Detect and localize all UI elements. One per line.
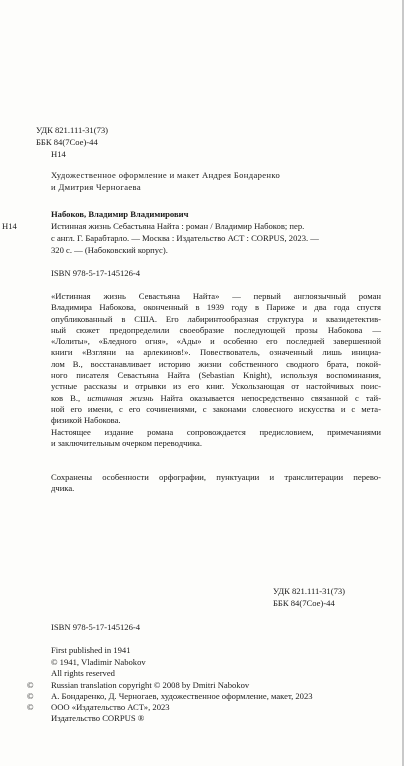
- annotation-line: «Истинная жизнь Севастьяна Найта» — первый англоязычный роман: [51, 291, 381, 301]
- bbk-code-right: ББК 84(7Сое)-44: [273, 598, 335, 608]
- copyright-line: [0, 702, 404, 713]
- copyright-lines: [0, 657, 404, 725]
- copyright-line: [0, 680, 404, 691]
- udk-code: УДК 821.111-31(73): [36, 125, 109, 135]
- first-published: First published in 1941: [51, 645, 131, 655]
- annotation-line: ный сюжет предопределили своеобразие последующей прозы Набокова —: [51, 324, 381, 335]
- copyright-line: [0, 668, 404, 679]
- annotation-line: «Лолиты», «Бледного огня», «Ады» и особенно его последней завершенной: [51, 336, 381, 347]
- annotation: [51, 291, 381, 449]
- design-credit-line-2: и Дмитрия Черногаева: [51, 182, 142, 192]
- annotation-line: устные рассказы и отрывки из его книг. Ускользающая от настойчивых поис-: [51, 381, 381, 392]
- bibliography-line-1: Истинная жизнь Себастьяна Найта : роман / Владимир Набоков; пер.: [51, 221, 305, 231]
- bibliography-author: Набоков, Владимир Владимирович: [51, 209, 189, 219]
- annotation-line: лом В., восстанавливает историю жизни собственного сводного брата, покой-: [51, 358, 381, 369]
- annotation-line: Владимира Набокова, оконченный в 1939 году в Париже и два года спустя: [51, 302, 381, 313]
- copyright-line: [0, 691, 404, 702]
- copyright-line: [0, 713, 404, 724]
- copyright-text: © 1941, Vladimir Nabokov: [51, 657, 146, 667]
- annotation-line: ного писателя Севастьяна Найта (Sebastian Knight), используя воспоминания,: [51, 370, 381, 381]
- copyright-text: Издательство CORPUS ®: [51, 713, 145, 724]
- annotation-line: ной его имени, с его сочинениями, с законами словесного искусства и с мета-: [51, 403, 381, 414]
- copyright-line: [0, 657, 404, 668]
- copyright-text: All rights reserved: [51, 668, 115, 679]
- orthography-note: [51, 472, 381, 495]
- orthography-line: Сохранены особенности орфографии, пунктуации и транслитерации перево-: [51, 472, 381, 482]
- bibliography-side-code: Н14: [2, 221, 17, 231]
- annotation-fragment: Найта оказывается непосредственно связанной с тай-: [153, 392, 381, 403]
- isbn-top: ISBN 978-5-17-145126-4: [51, 268, 141, 278]
- bibliography-line-3: 320 с. — (Набоковский корпус).: [51, 245, 168, 255]
- design-credit-line-1: Художественное оформление и макет Андрея Бондаренко: [51, 170, 281, 180]
- copyright-text: Russian translation copyright © 2008 by Dmitri Nabokov: [51, 679, 250, 690]
- annotation-line: книги «Взгляни на арлекинов!». Повествователь, означенный лишь инициа-: [51, 347, 381, 358]
- bbk-code: ББК 84(7Сое)-44: [36, 137, 98, 147]
- orthography-line: дчика.: [51, 483, 75, 494]
- author-mark: Н14: [51, 149, 66, 159]
- annotation-fragment: ков В.,: [51, 392, 88, 403]
- annotation-line: физикой Набокова.: [51, 415, 121, 426]
- annotation-line: и заключительным очерком переводчика.: [51, 437, 203, 448]
- copyright-symbol: ©: [27, 702, 34, 713]
- bibliography-line-2: с англ. Г. Барабтарло. — Москва : Издательство АСТ : CORPUS, 2023. —: [51, 233, 319, 243]
- udk-code-right: УДК 821.111-31(73): [273, 586, 346, 596]
- annotation-line-italic: [51, 393, 381, 404]
- isbn-bottom: ISBN 978-5-17-145126-4: [51, 622, 141, 632]
- copyright-text: ООО «Издательство АСТ», 2023: [51, 702, 170, 713]
- copyright-symbol: ©: [27, 679, 34, 690]
- annotation-line: Настоящее издание романа сопровождается предисловием, примечаниями: [51, 426, 381, 437]
- annotation-line: опубликованный в США. Его лабиринтообразная структура и квазидетектив-: [51, 313, 381, 324]
- copyright-text: А. Бондаренко, Д. Черногаев, художественное оформление, макет, 2023: [51, 690, 313, 701]
- annotation-italic-phrase: истинная жизнь: [87, 392, 154, 403]
- copyright-symbol: ©: [27, 690, 34, 701]
